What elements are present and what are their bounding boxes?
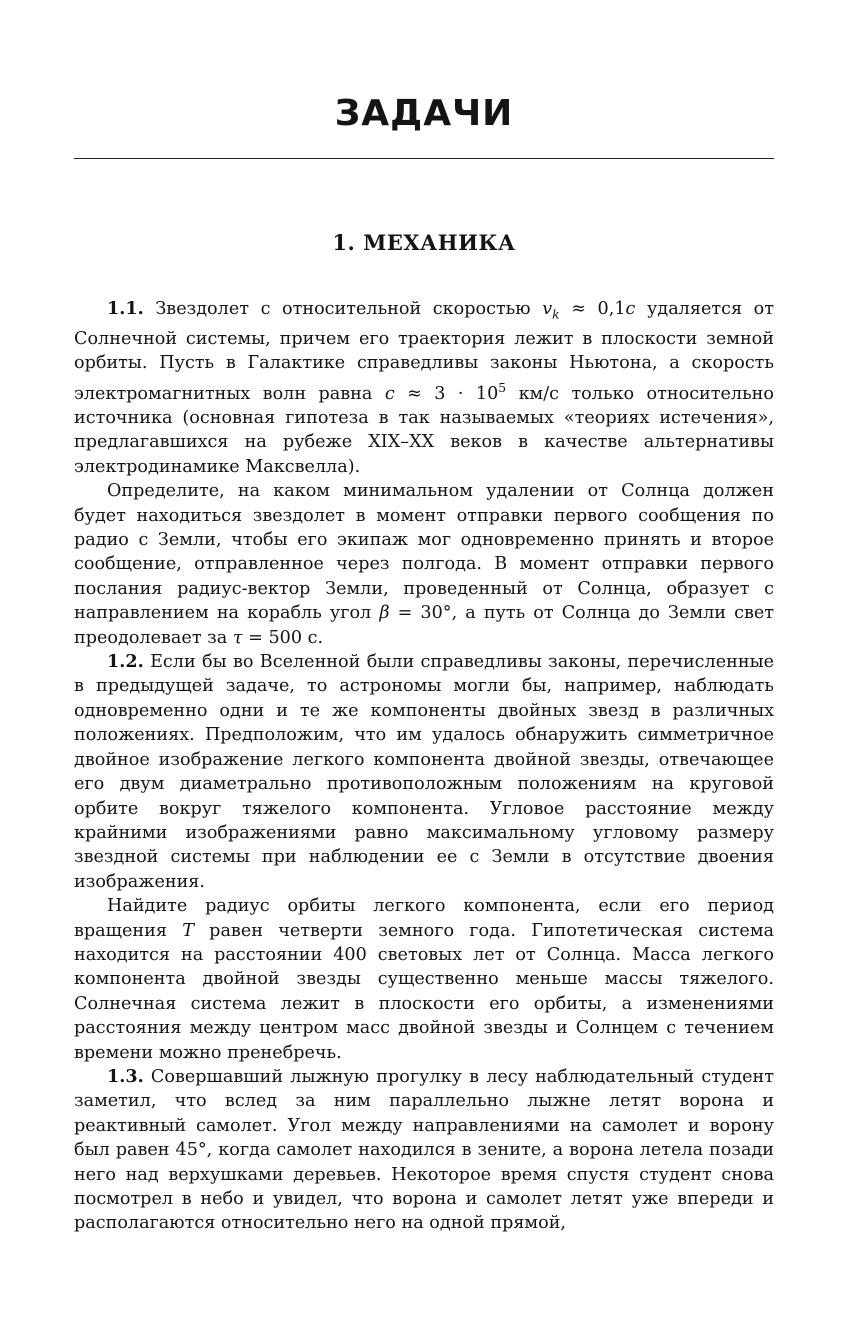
problem-number: 1.3. bbox=[107, 1065, 144, 1087]
problem-number: 1.1. bbox=[107, 298, 144, 319]
paragraph-text: Звездолет с относительной скоростью $v_k \approx 0,1c$ удаляется от Солнечной системы, причем его траектория лежит в плоскости земной орбиты. Пусть в Галактике справедливы законы Ньютона, а скорость электромагнитных волн равна $c \approx 3 \cdot 10^5$ км/с только относительно источника (основная гипотеза в так называемых «теориях истечения», предлагавшихся на рубеже XIX–XX веков в качестве альтернативы электродинамике Максвелла). bbox=[74, 299, 774, 477]
paragraph-text: Найдите радиус орбиты легкого компонента, если его период вращения T равен четверти земного года. Гипотетическая система находится на расстоянии 400 световых лет от Солнца. Масса легкого компонента двойной звезды существенно меньше массы тяжелого. Солнечная система лежит в плоскости его орбиты, а изменениями расстояния между центром масс двойной звезды и Солнцем с течением времени можно пренебречь. bbox=[74, 896, 774, 1063]
problem-1-2-paragraph-2 bbox=[74, 894, 774, 1065]
problem-1-3-paragraph-1 bbox=[74, 1065, 774, 1236]
problem-1-2-paragraph-1 bbox=[74, 650, 774, 894]
chapter-title: ЗАДАЧИ bbox=[334, 93, 514, 134]
title-rule bbox=[74, 158, 774, 159]
section-title: 1. МЕХАНИКА bbox=[332, 230, 516, 255]
problem-1-1-paragraph-2 bbox=[74, 479, 774, 650]
problem-number: 1.2. bbox=[107, 651, 144, 673]
paragraph-text: Совершавший лыжную прогулку в лесу наблюдательный студент заметил, что вслед за ним параллельно лыжне летят ворона и реактивный самолет. Угол между направлениями на самолет и ворону был равен 45°, когда самолет находился в зените, а ворона летела позади него над верхушками деревьев. Некоторое время спустя студент снова посмотрел в небо и увидел, что ворона и самолет летят уже впереди и располагаются относительно него на одной прямой, bbox=[74, 1066, 774, 1234]
problems-text bbox=[74, 297, 774, 1236]
paragraph-text: Определите, на каком минимальном удалении от Солнца должен будет находиться звездолет в момент отправки первого сообщения по радио с Земли, чтобы его экипаж мог одновременно принять и второе сообщение, отправленное через полгода. В момент отправки первого послания радиус-вектор Земли, проведенный от Солнца, образует с направлением на корабль угол β = 30°, а путь от Солнца до Земли свет преодолевает за τ = 500 с. bbox=[74, 481, 774, 648]
paragraph-text: Если бы во Вселенной были справедливы законы, перечисленные в предыдущей задаче, то астрономы могли бы, например, наблюдать одновременно одни и те же компоненты двойных звезд в различных положениях. Предположим, что им удалось обнаружить симметричное двойное изображение легкого компонента двойной звезды, отвечающее его двум диаметрально противоположным положениям на круговой орбите вокруг тяжелого компонента. Угловое расстояние между крайними изображениями равно максимальному угловому размеру звездной системы при наблюдении ее с Земли в отсутствие двоения изображения. bbox=[74, 652, 774, 892]
problem-1-1-paragraph-1 bbox=[74, 297, 774, 479]
